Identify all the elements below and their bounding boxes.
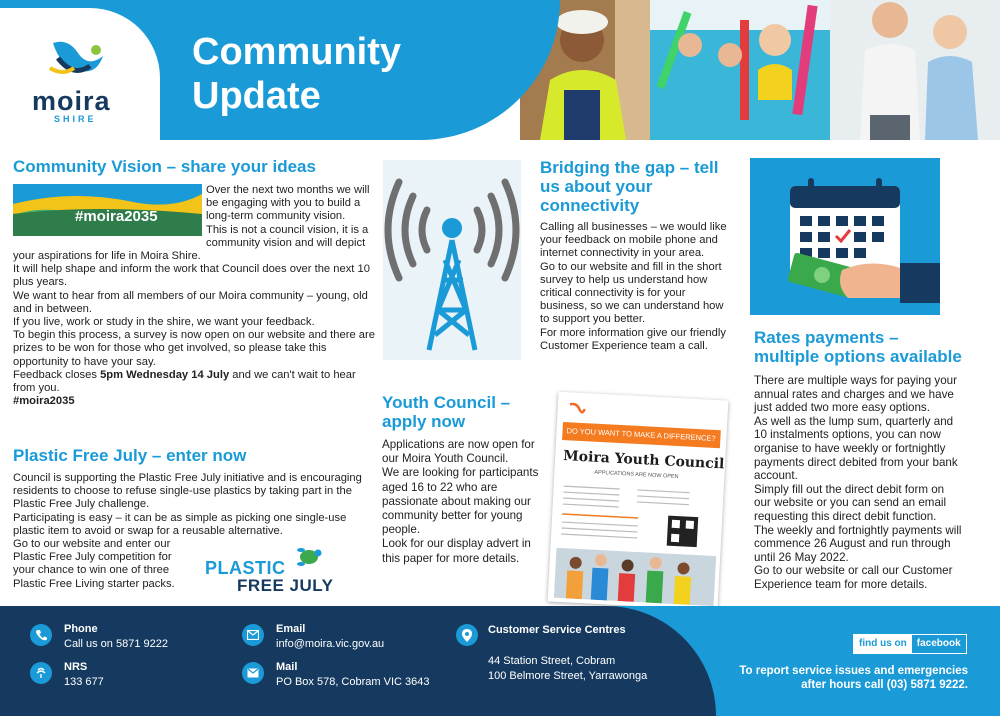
tower-image <box>383 160 521 360</box>
vision-p4: We want to hear from all members of our Moira community – young, old and in between. <box>13 289 368 315</box>
centre-yarrawonga: 100 Belmore Street, Yarrawonga <box>488 670 648 682</box>
advert-banner: DO YOU WANT TO MAKE A DIFFERENCE? <box>562 422 721 448</box>
bridging-section <box>540 158 730 353</box>
column-left <box>13 157 375 408</box>
nrs-label: NRS <box>64 661 88 673</box>
youth-advert <box>548 392 729 611</box>
bridging-p3: For more information give our friendly Customer Experience team a call. <box>540 326 726 352</box>
youth-p2: We are looking for participants aged 16 to 22 who are passionate about making our community better for young people. <box>382 466 539 537</box>
calendar-payment-icon <box>750 158 940 315</box>
after-hours-notice <box>700 664 968 692</box>
nrs-icon <box>30 662 52 684</box>
rates-heading: Rates payments – multiple options available <box>754 328 962 366</box>
vision-p3: It will help shape and inform the work that Council does over the next 10 plus years. <box>13 263 370 289</box>
moira-logo-icon <box>48 38 108 78</box>
advert-body <box>554 478 720 606</box>
phone-value[interactable]: Call us on 5871 9222 <box>64 638 168 650</box>
vision-hashtag: #moira2035 <box>13 395 75 408</box>
vision-p2: This is not a council vision, it is a community vision and will depict your aspirations for life in Moira Shire. <box>13 223 369 263</box>
vision-heading: Community Vision – share your ideas <box>13 157 316 176</box>
moira2035-banner <box>13 184 202 236</box>
title-line-1: Community <box>192 31 401 73</box>
logo-line1: PLASTIC <box>205 558 286 578</box>
logo-panel <box>0 8 160 140</box>
banner-tag: #moira2035 <box>75 208 158 225</box>
report-line-1: To report service issues and emergencies <box>739 665 968 677</box>
footer-contacts <box>0 606 716 716</box>
vision-p6: To begin this process, a survey is now open on our website and there are prizes to be won for those who get involved, so please take this opportunity to have your say. <box>13 329 375 368</box>
email-value[interactable]: info@moira.vic.gov.au <box>276 638 385 650</box>
bridging-p2: Go to our website and fill in the short survey to help us understand how critical connectivity is for your business, so we can understand how to support you better. <box>540 260 724 326</box>
page-title <box>192 30 401 118</box>
mail-icon <box>242 662 264 684</box>
rates-p5: Go to our website or call our Customer Experience team for more details. <box>754 564 953 591</box>
advert-subtitle: APPLICATIONS ARE NOW OPEN <box>594 469 679 481</box>
vision-article <box>13 184 375 408</box>
vision-p7-a: Feedback closes <box>13 368 101 381</box>
logo-subtitle: SHIRE <box>54 114 97 124</box>
advert-title: Moira Youth Council <box>562 448 725 473</box>
rates-p2: As well as the lump sum, quarterly and 10 instalments options, you can now organise to have weekly or fortnightly payments direct debited from your bank account. <box>754 414 958 483</box>
report-line-2: after hours call (03) 5871 9222. <box>801 679 968 691</box>
rates-p3: Simply fill out the direct debit form on our website or you can send an email requesting this direct debit function. <box>754 482 947 523</box>
location-pin-icon <box>456 624 478 646</box>
facebook-link[interactable] <box>853 634 967 654</box>
plastic-p2: Participating is easy – it can be as simple as picking one single-use plastic item to avoid or swap for a reusable alternative. <box>13 511 347 537</box>
turtle-icon <box>295 544 323 568</box>
bridging-heading: Bridging the gap – tell us about your connectivity <box>540 158 719 215</box>
centres-label: Customer Service Centres <box>488 624 626 636</box>
logo-name: moira <box>32 86 111 116</box>
signal-tower-icon <box>383 160 521 360</box>
plastic-section <box>13 446 375 595</box>
youth-p3: Look for our display advert in this paper for more details. <box>382 537 531 565</box>
plastic-heading: Plastic Free July – enter now <box>13 446 247 465</box>
phone-label: Phone <box>64 623 98 635</box>
vision-p7-c: and we can't wait to hear from you. <box>13 368 356 395</box>
youth-section <box>382 393 546 566</box>
vision-p5: If you live, work or study in the shire, we want your feedback. <box>13 316 315 329</box>
photo-swimmers <box>650 0 830 140</box>
bridging-p1: Calling all businesses – we would like your feedback on mobile phone and internet connectivity in your area. <box>540 221 727 260</box>
plastic-p1: Council is supporting the Plastic Free July initiative and is encouraging residents to choose to refuse single-use plastics by taking part in the Plastic Free July challenge. <box>13 472 362 511</box>
rates-p1: There are multiple ways for paying your annual rates and charges and we have just added two more easy options. <box>754 374 957 415</box>
youth-heading: Youth Council – apply now <box>382 393 511 431</box>
vision-p1: Over the next two months we will be engaging with you to build a long-term community vision. <box>206 184 370 223</box>
title-line-2: Update <box>192 75 321 117</box>
plastic-p3: Go to our website and enter our Plastic Free July competition for your chance to win one of three Plastic Free Living starter packs. <box>13 538 175 590</box>
footer <box>0 606 1000 716</box>
advert-logo-icon <box>567 402 586 417</box>
header <box>0 0 1000 140</box>
email-label: Email <box>276 623 306 635</box>
email-icon <box>242 624 264 646</box>
phone-icon <box>30 624 52 646</box>
mail-value: PO Box 578, Cobram VIC 3643 <box>276 676 430 688</box>
rates-image <box>750 158 940 315</box>
mail-label: Mail <box>276 661 298 673</box>
header-photos <box>520 0 1000 140</box>
fb-name-text: facebook <box>916 638 961 649</box>
photo-couple <box>830 0 1000 140</box>
nrs-value[interactable]: 133 677 <box>64 676 104 688</box>
logo-line2: FREE JULY <box>237 576 334 595</box>
youth-p1: Applications are now open for our Moira Youth Council. <box>382 438 535 466</box>
centre-cobram: 44 Station Street, Cobram <box>488 655 616 667</box>
rates-section <box>754 328 964 592</box>
rates-p4: The weekly and fortnightly payments will commence 26 August and run through until 26 May 2022. <box>754 523 962 564</box>
vision-deadline: 5pm Wednesday 14 July <box>100 368 230 381</box>
vision-p7 <box>13 369 375 395</box>
fb-find-text: find us on <box>854 635 912 653</box>
